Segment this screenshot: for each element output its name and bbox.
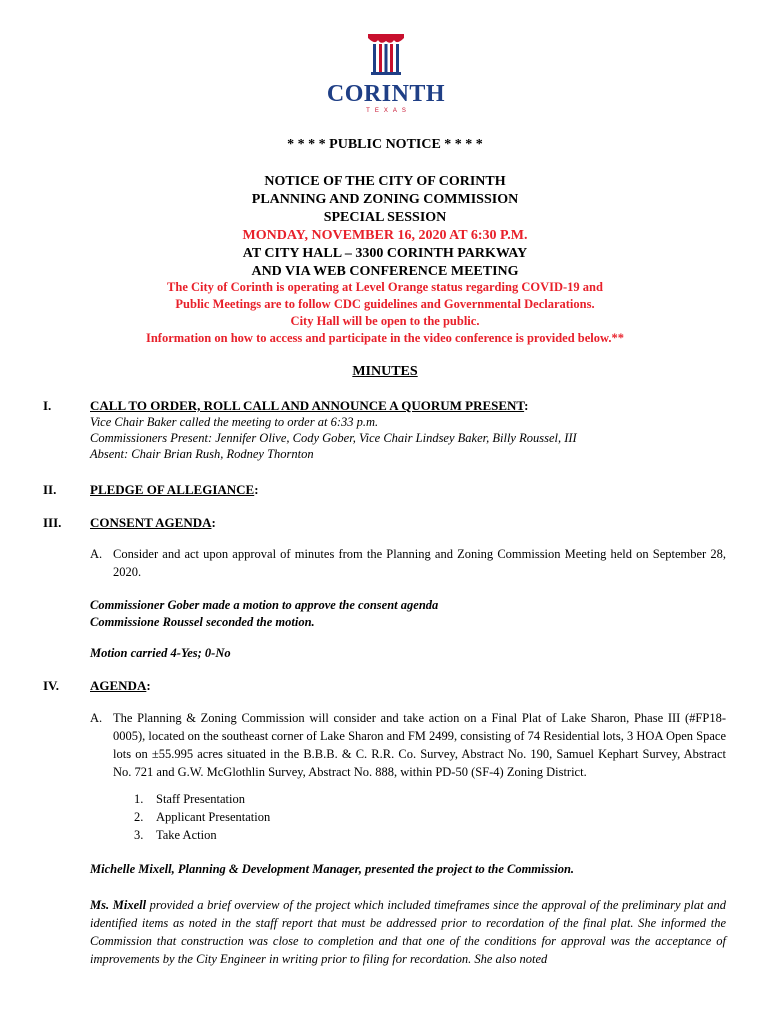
commissioners-present-text: Commissioners Present: Jennifer Olive, Cody Gober, Vice Chair Lindsey Baker, Billy Roussel, III [90,431,577,445]
section-1-title-text: CALL TO ORDER, ROLL CALL AND ANNOUNCE A QUORUM PRESENT [90,398,525,413]
section-1-number: I. [43,398,52,413]
section-3-title-text: CONSENT AGENDA [90,515,212,530]
call-to-order-text: Vice Chair Baker called the meeting to order at 6:33 p.m. [90,415,379,429]
public-notice-banner: * * * * PUBLIC NOTICE * * * * [287,137,483,152]
section-1-colon: : [524,398,529,413]
consent-item-text: Consider and act upon approval of minutes from the Planning and Zoning Commission Meeting held on September 28, 2020. [113,547,726,579]
mixell-overview-text: provided a brief overview of the project which included timeframes since the approval of the preliminary plat and identified items as noted in the staff report that must be addressed prior to recordation of the final plat. She informed the Commission that construction was close to completion and that one of the conditions for approval was the acceptance of improvements by the City Engineer in writing prior to filing for recordation. She also noted [90,898,726,966]
logo-subtitle: TEXAS [366,108,411,114]
logo-wordmark: CORINTH [326,81,446,107]
section-4-colon: : [146,678,151,693]
list-item: 2. Applicant Presentation [134,810,271,824]
section-1-title [90,398,528,414]
section-3-title [90,515,216,531]
agenda-subitems [134,790,270,844]
motion-text: Commissioner Gober made a motion to approve the consent agenda [90,598,439,612]
section-4-number: IV. [43,678,60,693]
presentation-statement: Michelle Mixell, Planning & Development Manager, presented the project to the Commission. [90,862,575,876]
minutes-heading: MINUTES [352,364,418,379]
section-2-colon: : [254,482,259,497]
list-item: 3. Take Action [134,828,217,842]
second-text: Commissione Roussel seconded the motion. [90,615,315,629]
section-1-details [90,414,577,462]
agenda-item-text: The Planning & Zoning Commission will consider and take action on a Final Plat of Lake Sharon, Phase III (#FP18-0005), located on the southeast corner of Lake Sharon and FM 2499, consisting of 74 Residential lots, 3 HOA Open Space lots on ±55.995 acres situated in the B.B.B. & C. R.R. Co. Survey, Abstract No. 190, Samuel Kephart Survey, Abstract No. 721 and G.W. McGlothlin Survey, Abstract No. 888, within PD-50 (SF-4) Zoning District. [113,711,726,779]
consent-item-label: A. [90,547,103,561]
agenda-item-label: A. [90,711,103,725]
covid-line-2: Public Meetings are to follow CDC guidelines and Governmental Declarations. [175,297,595,311]
list-item: 1. Staff Presentation [134,792,245,806]
notice-line-3: SPECIAL SESSION [323,210,447,225]
absent-text: Absent: Chair Brian Rush, Rodney Thornton [90,447,314,461]
notice-line-1: NOTICE OF THE CITY OF CORINTH [264,174,506,189]
section-2-title [90,482,259,498]
notice-line-2: PLANNING AND ZONING COMMISSION [251,192,519,207]
covid-notice [0,279,770,347]
section-4-title [90,678,151,694]
consent-motion [90,597,438,631]
section-3-number: III. [43,515,62,530]
corinth-column-icon [366,32,406,78]
meeting-location-line: AT CITY HALL – 3300 CORINTH PARKWAY [242,246,528,261]
consent-item-a [90,545,726,581]
covid-line-4: Information on how to access and participate in the video conference is provided below.** [145,331,624,345]
agenda-item-a [90,709,726,781]
section-3-colon: : [211,515,216,530]
motion-result: Motion carried 4-Yes; 0-No [90,646,231,660]
section-2-title-text: PLEDGE OF ALLEGIANCE [90,482,255,497]
covid-line-1: The City of Corinth is operating at Level Orange status regarding COVID-19 and [167,280,603,294]
mixell-overview [90,896,726,968]
meeting-date-line: MONDAY, NOVEMBER 16, 2020 AT 6:30 P.M. [242,228,528,243]
section-4-title-text: AGENDA [90,678,147,693]
covid-line-3: City Hall will be open to the public. [290,314,480,328]
notice-header [0,173,770,281]
web-conference-line: AND VIA WEB CONFERENCE MEETING [251,264,519,279]
section-2-number: II. [43,482,57,497]
mixell-name: Ms. Mixell [90,898,147,912]
corinth-logo [323,32,449,120]
